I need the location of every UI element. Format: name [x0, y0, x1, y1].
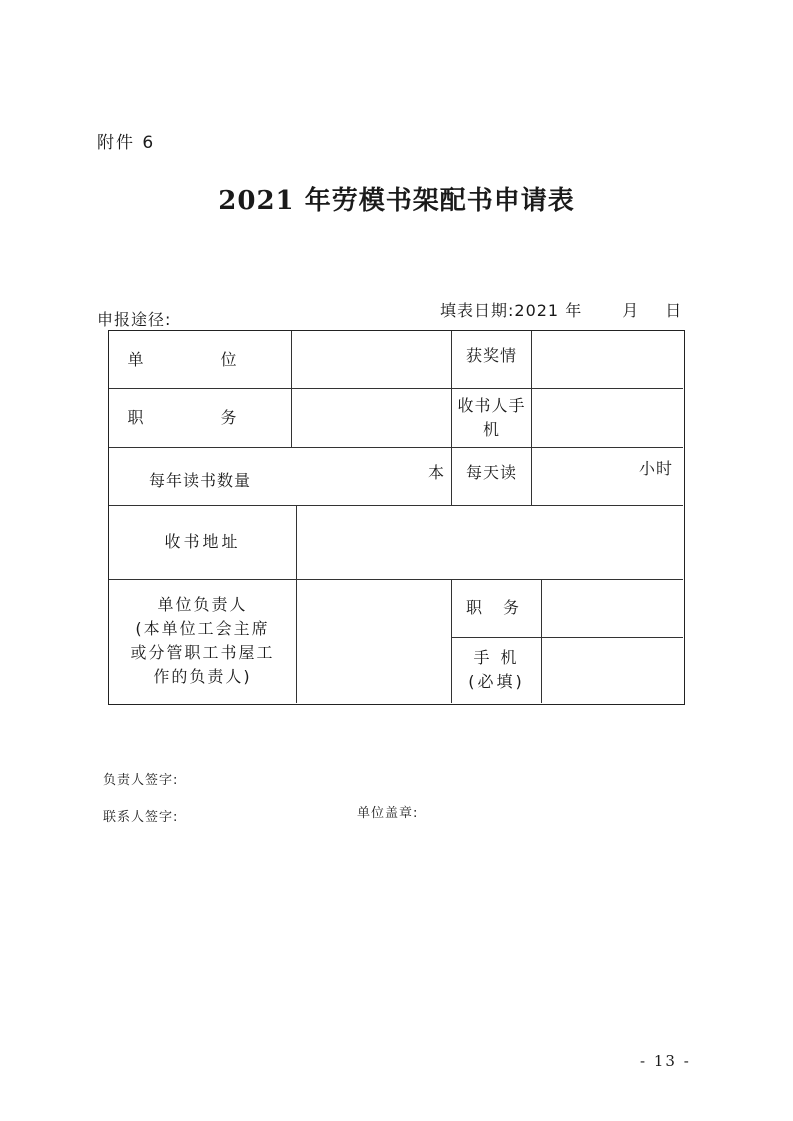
address-input[interactable] — [297, 505, 683, 579]
leader-signature-label: 负责人签字: — [103, 773, 179, 788]
unit-leader-label-line3: 或分管职工书屋工 — [130, 643, 275, 662]
daily-reading-input[interactable] — [532, 447, 683, 505]
report-route-label: 申报途径: — [97, 310, 172, 329]
application-form-table — [108, 330, 685, 705]
recipient-phone-label-line1: 收书人手 — [457, 395, 526, 415]
contact-signature-label: 联系人签字: — [103, 810, 179, 825]
address-label: 收书地址 — [164, 532, 241, 551]
hours-unit: 小时 — [638, 459, 673, 478]
fill-date-day: 日 — [665, 301, 683, 320]
recipient-phone-input[interactable] — [532, 388, 683, 447]
position-label: 职 务 — [127, 407, 273, 427]
page-number: - 13 - — [640, 1052, 691, 1070]
fill-date-month: 月 — [622, 301, 640, 320]
unit-leader-label-line4: 作的负责人) — [153, 667, 252, 686]
leader-position-input[interactable] — [542, 579, 683, 637]
books-unit: 本 — [427, 463, 445, 482]
fill-date-prefix: 填表日期:2021 年 — [440, 301, 583, 320]
recipient-phone-label — [452, 388, 531, 447]
unit-label: 单 位 — [127, 349, 273, 369]
attachment-label: 附件 6 — [97, 133, 156, 153]
recipient-phone-label-line2: 机 — [482, 419, 500, 439]
unit-leader-label-line2: (本单位工会主席 — [135, 619, 270, 638]
daily-reading-label: 每天读 — [465, 463, 517, 482]
unit-leader-label — [109, 579, 296, 703]
yearly-books-label: 每年读书数量 — [148, 471, 251, 490]
unit-leader-label-line1: 单位负责人 — [157, 595, 248, 614]
unit-input[interactable] — [292, 331, 451, 388]
position-input[interactable] — [292, 388, 451, 447]
leader-phone-label — [452, 637, 541, 703]
leader-phone-label-line1: 手 机 — [473, 648, 520, 667]
leader-phone-input[interactable] — [542, 637, 683, 703]
leader-position-label: 职 务 — [465, 598, 528, 617]
unit-leader-input[interactable] — [297, 579, 451, 703]
unit-seal-label: 单位盖章: — [357, 806, 419, 821]
leader-phone-label-line2: (必填) — [468, 672, 525, 691]
fill-date — [440, 298, 682, 321]
form-title: 2021 年劳模书架配书申请表 — [218, 186, 575, 216]
award-input[interactable] — [532, 331, 683, 388]
award-label: 获奖情 — [465, 346, 517, 365]
yearly-books-input[interactable] — [292, 447, 451, 505]
